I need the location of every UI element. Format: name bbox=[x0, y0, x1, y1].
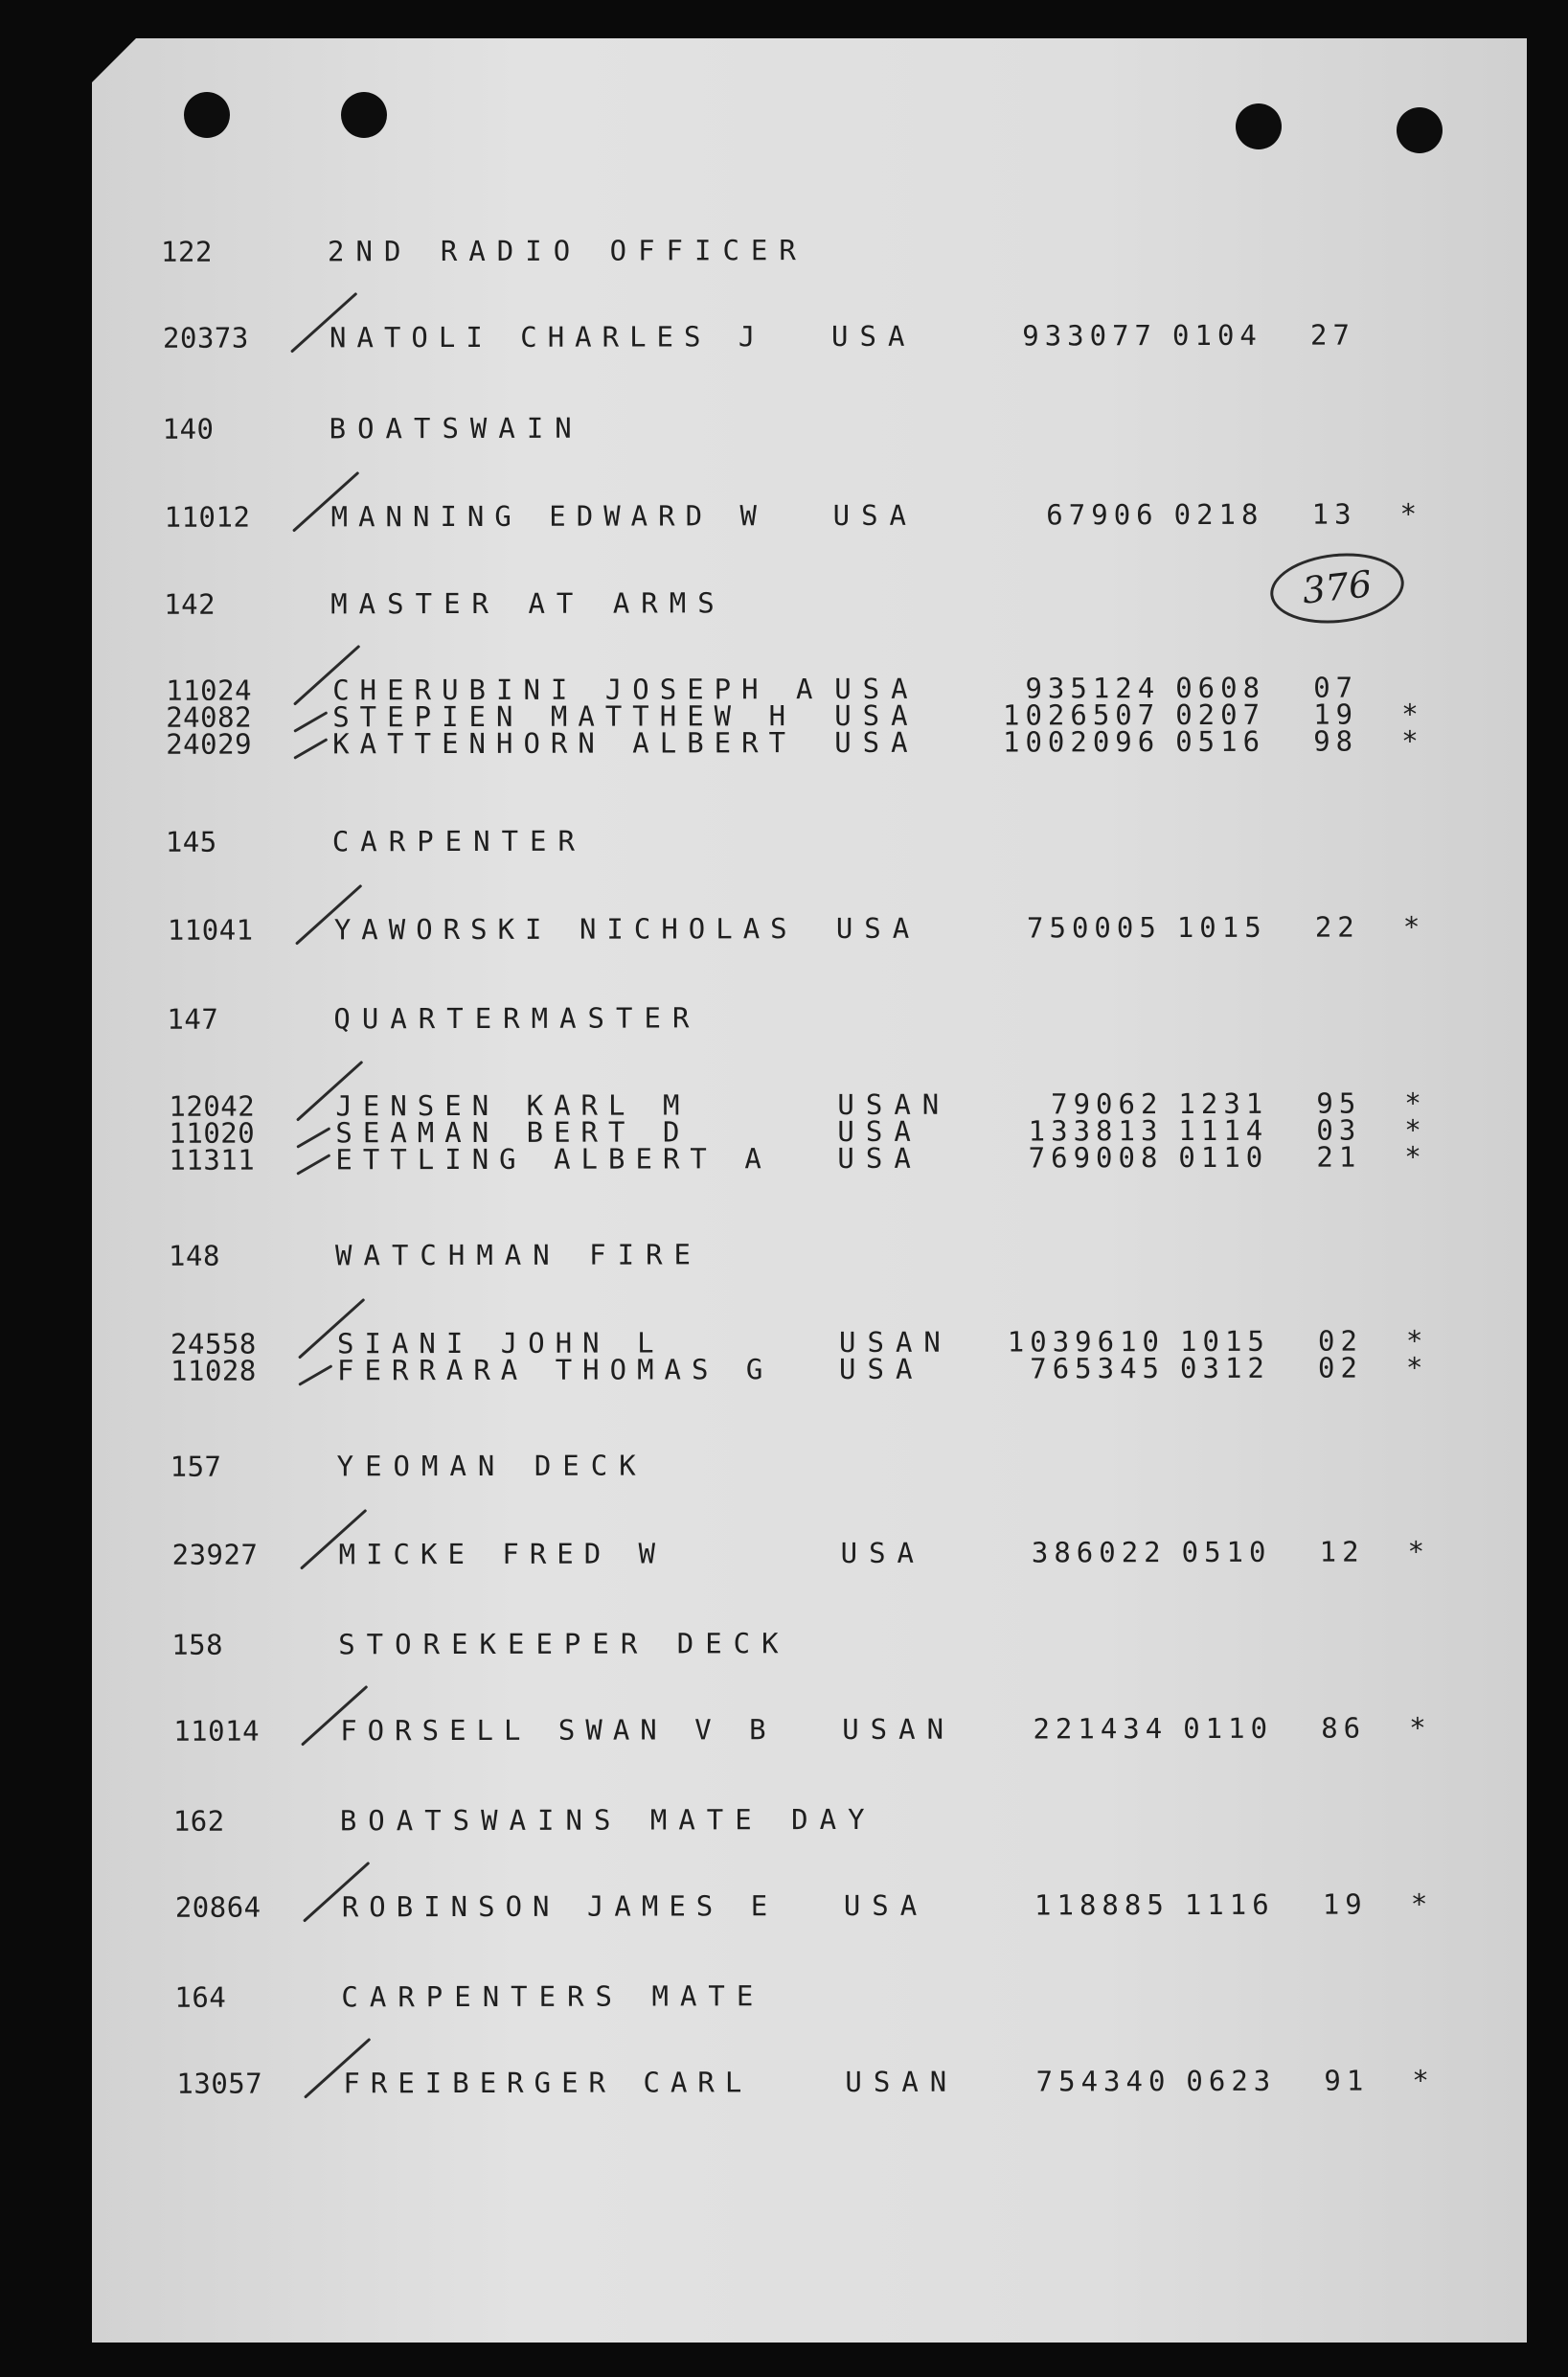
crew-name: SEAMAN BERT D bbox=[335, 1115, 691, 1150]
crew-date: 0104 bbox=[1171, 318, 1262, 353]
section-header bbox=[105, 1977, 1527, 2014]
section-title: CARPENTERS MATE bbox=[341, 1979, 765, 2014]
crew-nationality: USAN bbox=[845, 2065, 959, 2098]
crew-mark: * bbox=[1399, 497, 1418, 531]
crew-date: 1231 bbox=[1178, 1086, 1269, 1121]
crew-value: 21 bbox=[1316, 1140, 1362, 1174]
crew-date: 0510 bbox=[1181, 1535, 1272, 1569]
crew-date: 0110 bbox=[1183, 1711, 1274, 1746]
crew-number: 933077 bbox=[1022, 319, 1158, 353]
crew-nationality: USA bbox=[835, 911, 921, 945]
crew-nationality: USA bbox=[830, 319, 917, 353]
section-code: 164 bbox=[174, 1980, 227, 2014]
section-title: BOATSWAIN bbox=[329, 411, 583, 446]
punch-hole-4 bbox=[1397, 107, 1443, 153]
crew-mark: * bbox=[1405, 1324, 1424, 1358]
crew-value: 98 bbox=[1313, 724, 1359, 758]
crew-number: 221434 bbox=[1033, 1712, 1169, 1746]
crew-row bbox=[100, 1140, 1527, 1177]
crew-name: MANNING EDWARD W bbox=[330, 499, 768, 534]
crew-nationality: USA bbox=[838, 1352, 924, 1385]
crew-id: 13057 bbox=[176, 2067, 263, 2100]
crew-nationality: USAN bbox=[838, 1325, 952, 1359]
crew-id: 24082 bbox=[166, 700, 253, 734]
crew-date: 0218 bbox=[1173, 497, 1264, 532]
crew-name: ROBINSON JAMES E bbox=[341, 1889, 779, 1924]
crew-name: MICKE FRED W bbox=[338, 1537, 667, 1571]
folded-corner bbox=[92, 38, 136, 82]
crew-nationality: USA bbox=[834, 698, 920, 732]
crew-value: 02 bbox=[1317, 1324, 1363, 1358]
crew-value: 91 bbox=[1324, 2064, 1370, 2097]
crew-mark: * bbox=[1401, 724, 1420, 758]
section-code: 122 bbox=[160, 235, 213, 268]
crew-name: NATOLI CHARLES J bbox=[329, 320, 766, 354]
crew-mark: * bbox=[1405, 1351, 1424, 1384]
section-title: WATCHMAN FIRE bbox=[334, 1238, 703, 1272]
document-page bbox=[92, 38, 1527, 2343]
section-title: STOREKEEPER DECK bbox=[338, 1627, 790, 1661]
crew-name: FREIBERGER CARL bbox=[343, 2066, 753, 2100]
crew-date: 1015 bbox=[1179, 1324, 1270, 1359]
crew-value: 03 bbox=[1316, 1113, 1362, 1147]
crew-date: 0312 bbox=[1179, 1351, 1270, 1385]
crew-id: 11014 bbox=[173, 1714, 261, 1748]
section-title: MASTER AT ARMS bbox=[330, 586, 726, 621]
section-header bbox=[102, 1447, 1527, 1483]
section-header bbox=[97, 822, 1527, 858]
crew-value: 22 bbox=[1314, 910, 1360, 944]
page-number-stamp: 376 bbox=[1267, 547, 1408, 629]
crew-name: YAWORSKI NICHOLAS bbox=[333, 912, 798, 947]
crew-value: 02 bbox=[1317, 1351, 1363, 1384]
crew-nationality: USAN bbox=[842, 1712, 956, 1746]
section-code: 145 bbox=[165, 825, 217, 858]
crew-number: 79062 bbox=[1051, 1087, 1164, 1121]
crew-id: 11020 bbox=[169, 1116, 256, 1150]
crew-nationality: USAN bbox=[837, 1087, 951, 1121]
crew-number: 1002096 bbox=[1002, 725, 1161, 759]
crew-number: 754340 bbox=[1035, 2065, 1171, 2098]
section-code: 148 bbox=[168, 1239, 220, 1272]
crew-id: 11028 bbox=[170, 1354, 257, 1387]
section-code: 158 bbox=[171, 1628, 224, 1661]
crew-value: 19 bbox=[1322, 1887, 1368, 1921]
crew-id: 24029 bbox=[166, 727, 253, 761]
crew-mark: * bbox=[1404, 1086, 1422, 1120]
section-code: 142 bbox=[164, 587, 216, 621]
crew-id: 11041 bbox=[167, 913, 254, 947]
crew-name: FERRARA THOMAS G bbox=[336, 1353, 774, 1387]
crew-date: 1015 bbox=[1176, 910, 1267, 945]
section-code: 162 bbox=[172, 1804, 225, 1838]
crew-value: 07 bbox=[1313, 671, 1359, 704]
section-header bbox=[102, 1625, 1527, 1661]
crew-id: 12042 bbox=[169, 1089, 256, 1123]
crew-name: ETTLING ALBERT A bbox=[335, 1142, 772, 1177]
crew-nationality: USA bbox=[837, 1114, 922, 1148]
crew-id: 20373 bbox=[162, 321, 249, 354]
crew-number: 769008 bbox=[1028, 1141, 1164, 1175]
crew-mark: * bbox=[1404, 1140, 1422, 1174]
section-title: YEOMAN DECK bbox=[336, 1449, 648, 1483]
crew-number: 1039610 bbox=[1007, 1325, 1166, 1359]
crew-nationality: USA bbox=[834, 672, 920, 705]
crew-value: 27 bbox=[1309, 318, 1355, 352]
crew-mark: * bbox=[1402, 910, 1420, 944]
crew-number: 750005 bbox=[1026, 911, 1162, 945]
crew-id: 20864 bbox=[174, 1890, 261, 1924]
crew-name: SIANI JOHN L bbox=[336, 1326, 665, 1360]
crew-number: 765345 bbox=[1030, 1352, 1166, 1385]
crew-date: 0608 bbox=[1175, 671, 1266, 705]
crew-id: 24558 bbox=[170, 1327, 257, 1360]
crew-id: 11012 bbox=[164, 500, 251, 534]
crew-row bbox=[102, 1351, 1527, 1387]
crew-mark: * bbox=[1412, 2064, 1430, 2097]
crew-id: 23927 bbox=[171, 1538, 259, 1571]
crew-date: 1114 bbox=[1178, 1113, 1269, 1148]
section-title: CARPENTER bbox=[331, 824, 586, 858]
section-header bbox=[92, 232, 1527, 268]
crew-number: 118885 bbox=[1034, 1888, 1170, 1922]
crew-value: 19 bbox=[1313, 697, 1359, 731]
punch-hole-2 bbox=[341, 92, 387, 138]
crew-value: 95 bbox=[1316, 1086, 1362, 1120]
section-header bbox=[98, 999, 1527, 1036]
crew-number: 1026507 bbox=[1002, 698, 1161, 732]
section-title: QUARTERMASTER bbox=[333, 1001, 701, 1036]
section-header bbox=[104, 1801, 1527, 1838]
crew-number: 67906 bbox=[1046, 498, 1159, 532]
section-header bbox=[94, 409, 1527, 446]
section-title: BOATSWAINS MATE DAY bbox=[339, 1802, 876, 1838]
crew-id: 11311 bbox=[169, 1143, 256, 1177]
crew-number: 133813 bbox=[1028, 1114, 1164, 1148]
section-code: 140 bbox=[162, 412, 215, 446]
crew-name: JENSEN KARL M bbox=[335, 1088, 691, 1123]
crew-nationality: USA bbox=[837, 1141, 922, 1175]
crew-mark: * bbox=[1410, 1887, 1428, 1921]
section-header bbox=[95, 584, 1527, 621]
section-code: 157 bbox=[170, 1450, 222, 1483]
crew-date: 0110 bbox=[1178, 1140, 1269, 1175]
crew-nationality: USA bbox=[840, 1536, 926, 1569]
crew-nationality: USA bbox=[843, 1888, 929, 1922]
crew-name: FORSELL SWAN V B bbox=[340, 1713, 777, 1748]
punch-hole-1 bbox=[184, 92, 230, 138]
section-code: 147 bbox=[167, 1002, 219, 1036]
crew-row bbox=[97, 724, 1527, 761]
crew-nationality: USA bbox=[832, 498, 919, 532]
crew-mark: * bbox=[1401, 697, 1420, 731]
crew-number: 935124 bbox=[1025, 672, 1161, 705]
crew-id: 11024 bbox=[166, 674, 253, 707]
crew-value: 86 bbox=[1321, 1711, 1367, 1745]
crew-nationality: USA bbox=[834, 725, 920, 759]
crew-name: CHERUBINI JOSEPH A bbox=[332, 673, 824, 707]
punch-hole-3 bbox=[1236, 103, 1282, 149]
crew-date: 1116 bbox=[1184, 1887, 1275, 1922]
crew-name: STEPIEN MATTHEW H bbox=[332, 699, 797, 734]
crew-name: KATTENHORN ALBERT bbox=[332, 726, 797, 761]
section-header bbox=[100, 1236, 1527, 1272]
crew-value: 13 bbox=[1311, 497, 1357, 531]
crew-mark: * bbox=[1404, 1113, 1422, 1147]
crew-value: 12 bbox=[1319, 1535, 1365, 1568]
crew-mark: * bbox=[1407, 1535, 1425, 1568]
crew-date: 0207 bbox=[1175, 697, 1266, 732]
crew-date: 0623 bbox=[1186, 2064, 1277, 2098]
crew-mark: * bbox=[1409, 1711, 1427, 1745]
crew-date: 0516 bbox=[1175, 724, 1266, 759]
crew-number: 386022 bbox=[1031, 1536, 1167, 1569]
section-title: 2ND RADIO OFFICER bbox=[327, 234, 807, 268]
